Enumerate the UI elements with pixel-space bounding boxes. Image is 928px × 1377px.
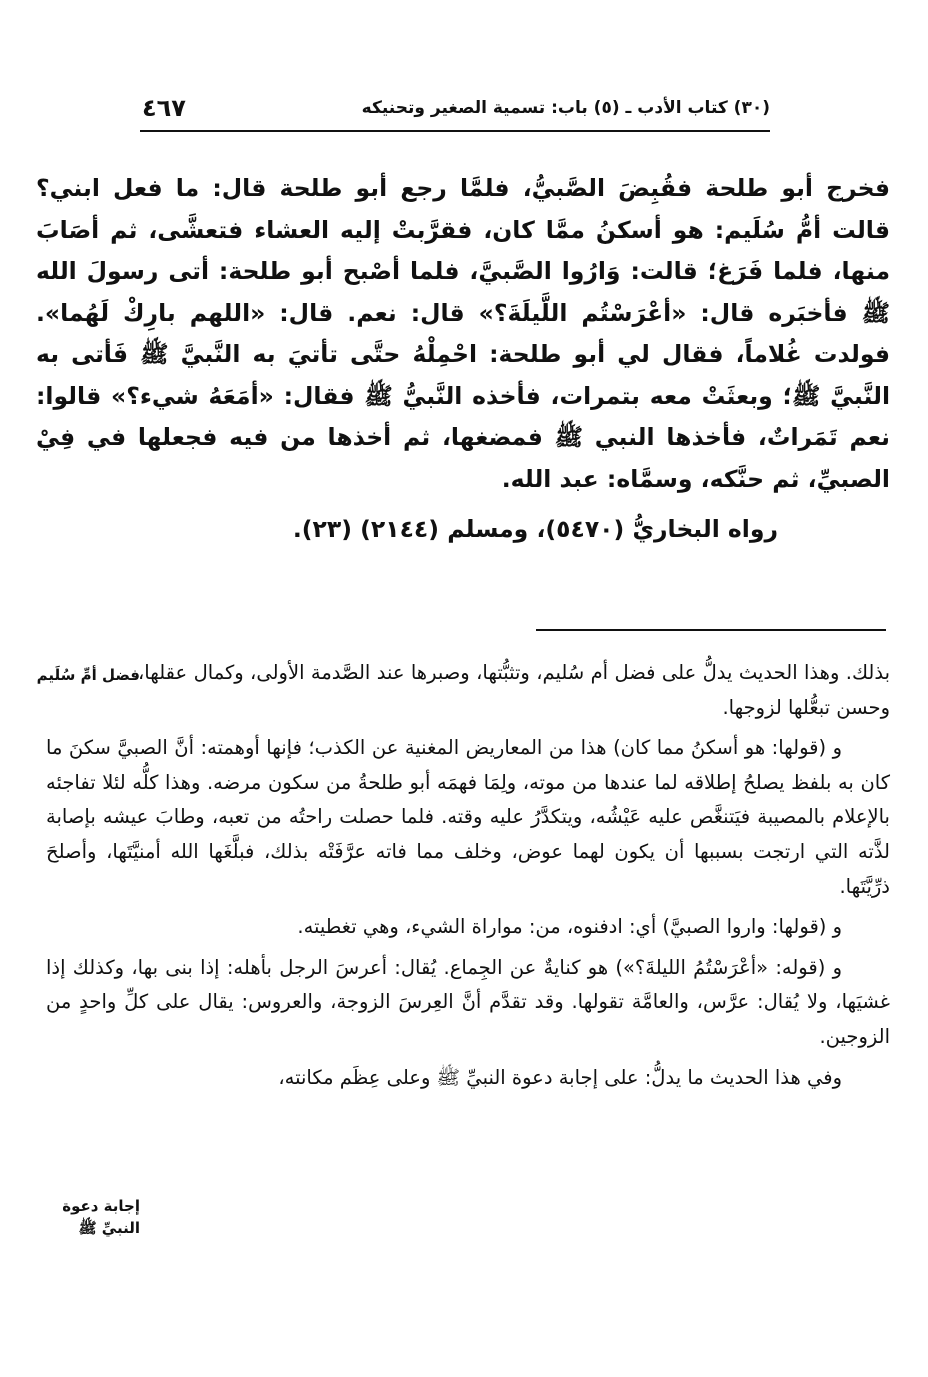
commentary-paragraph-4: و (قوله: «أعْرَسْتُمُ الليلةَ؟») هو كنايةٌ عن الجِماع. يُقال: أعرسَ الرجل بأهله: إذا بنى بها، وكذلك إذا غشيَها، ولا يُقال: عرَّس، والعامَّة تقولها. وقد تقدَّم أنَّ العِرسَ الزوجة، والعروس: يقال على كلِّ واحدٍ من الزوجين. xyxy=(46,955,890,1048)
hadith-source: رواه البخاريُّ (٥٤٧٠)، ومسلم (٢١٤٤) (٢٣). xyxy=(292,515,778,543)
commentary-paragraph-3: و (قولها: واروا الصبيَّ) أي: ادفنوه، من: مواراة الشيء، وهي تغطيته. xyxy=(297,915,842,939)
margin-note-umm-sulaym: فضل أمِّ سُلَيم xyxy=(36,666,140,684)
margin-note-prophet-prayer: إجابة دعوة النبيِّ ﷺ xyxy=(62,1197,140,1237)
page-header xyxy=(140,96,770,132)
running-head: (٣٠) كتاب الأدب ـ (٥) باب: تسمية الصغير وتحنيكه xyxy=(361,98,770,118)
commentary-paragraph-1: بذلك. وهذا الحديث يدلُّ على فضل أم سُليم، وتثبُّتها، وصبرها عند الصَّدمة الأولى، وكمال عقلها، وحسن تبعُّلها لزوجها. xyxy=(138,661,890,719)
commentary-paragraph-2: و (قولها: هو أسكنُ مما كان) هذا من المعاريض المغنية عن الكذب؛ فإنها أوهمته: أنَّ الصبيَّ سكنَ ما كان به بلفظ يصلحُ إطلاقه لما عندها من موته، ولِمَا فهمَه أبو طلحةُ من سكون مرضه. وهذا كلُّه لئلا تفاجئه بالإعلام بالمصيبة فيَتنغَّص عليه عَيْشُه، ويتكدَّرُ عليه وقته. فلما حصلت راحتُه من تعبه، وطابَ عيشه بإصابة لذَّته التي ارتجت بسببها أن يكون لهما عوض، وخلف مما فاته عرَّفَتْه بذلك، فبلَّغَها الله أمنيَّتَها، وأصلحَ ذرِّيَّتَها. xyxy=(46,736,890,898)
footnote-divider xyxy=(536,629,886,631)
commentary xyxy=(46,656,890,1101)
hadith-paragraph: فخرج أبو طلحة فقُبِضَ الصَّبيُّ، فلمَّا رجع أبو طلحة قال: ما فعل ابني؟ قالت أمُّ سُلَيم: هو أسكنُ ممَّا كان، فقرَّبتْ إليه العشاء فتعشَّى، ثم أصَابَ منها، فلما فَرَغ؛ قالت: وَارُوا الصَّبيَّ، فلما أصْبح أبو طلحة: أتى رسولَ الله ﷺ فأخبَره قال: «أعْرَسْتُم اللَّيلَةَ؟» قال: نعم. قال: «اللهم بارِكْ لَهُما». فولدت غُلاماً، فقال لي أبو طلحة: احْمِلْهُ حتَّى تأتيَ به النَّبيَّ ﷺ فَأتى به النَّبيَّ ﷺ؛ وبعثَتْ معه بتمرات، فأخذه النَّبيُّ ﷺ فقال: «أمَعَهُ شيء؟» قالوا: نعم تَمَراتٌ، فأخذها النبي ﷺ فمضغها، ثم أخذها من فيه فجعلها في فِيْ الصبيِّ، ثم حنَّكه، وسمَّاه: عبد الله. xyxy=(36,174,890,493)
hadith-text xyxy=(36,168,890,551)
page-number: ٤٦٧ xyxy=(142,94,186,122)
commentary-paragraph-5: وفي هذا الحديث ما يدلُّ: على إجابة دعوة النبيِّ ﷺ وعلى عِظَم مكانته، xyxy=(278,1065,842,1089)
